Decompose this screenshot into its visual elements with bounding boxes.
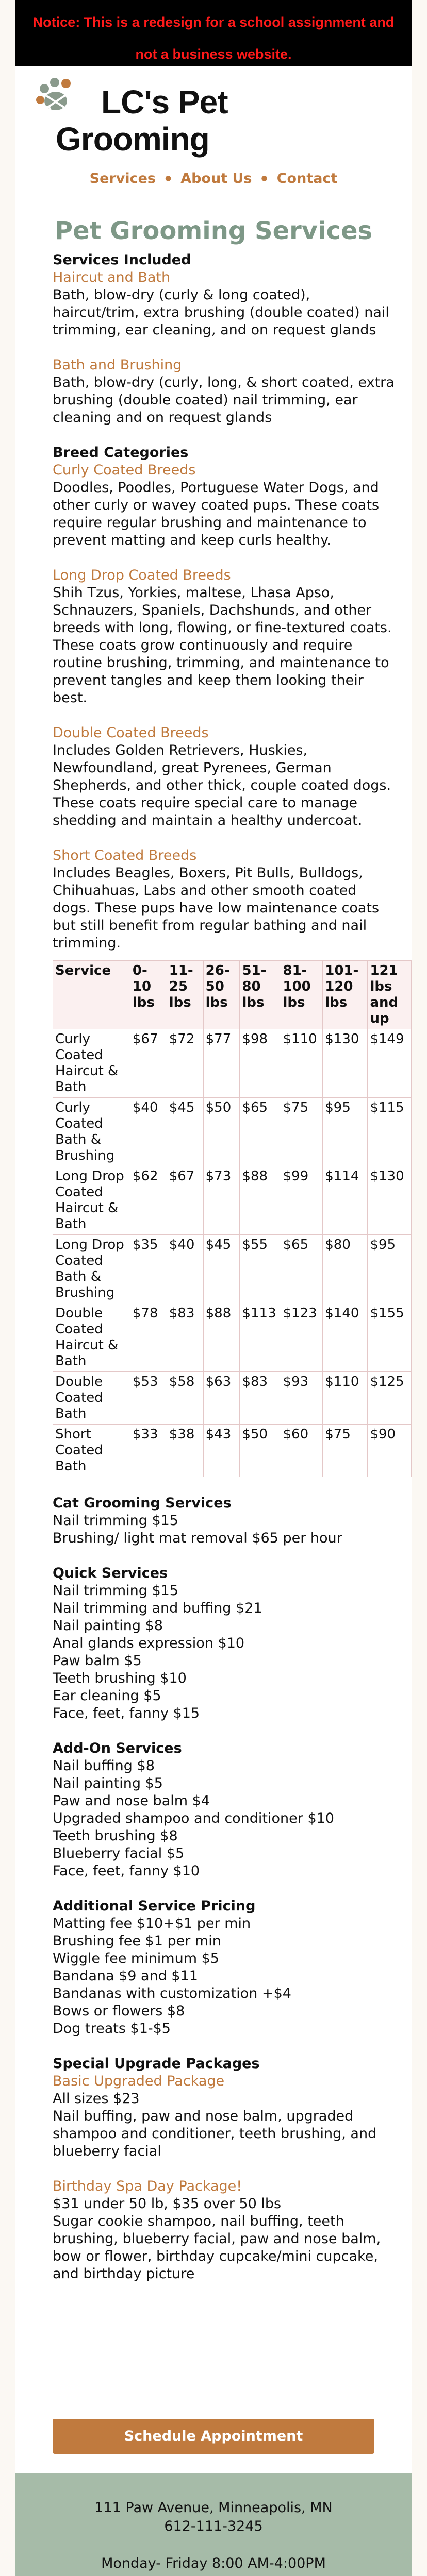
price-line: Paw and nose balm $4 bbox=[53, 1793, 210, 1809]
package-line: Nail buffing, paw and nose balm, upgraded shampoo and conditioner, teeth brushing, and blueberry facial bbox=[53, 2108, 377, 2159]
price-table-header: 0-10 lbs bbox=[130, 961, 167, 1029]
price-cell: $55 bbox=[240, 1235, 281, 1303]
nav-separator-dot: ● bbox=[261, 174, 268, 182]
quick-services-heading: Quick Services bbox=[53, 1565, 168, 1581]
price-service-cell: Curly Coated Bath & Brushing bbox=[53, 1098, 130, 1166]
breed-description: These coats grow continuously and require routine brushing, trimming, and maintenance to prevent tangles and keep them looking their best. bbox=[53, 637, 389, 706]
price-table-header: 121 lbs and up bbox=[368, 961, 412, 1029]
price-cell: $50 bbox=[240, 1425, 281, 1477]
price-line: Wiggle fee minimum $5 bbox=[53, 1951, 219, 1967]
price-cell: $125 bbox=[368, 1372, 412, 1425]
price-cell: $130 bbox=[323, 1029, 368, 1098]
price-cell: $58 bbox=[167, 1372, 203, 1425]
price-line: Bandanas with customization +$4 bbox=[53, 1986, 291, 2002]
price-cell: $83 bbox=[240, 1372, 281, 1425]
price-line: Face, feet, fanny $10 bbox=[53, 1863, 200, 1879]
brand-header bbox=[15, 66, 412, 164]
price-line: Ear cleaning $5 bbox=[53, 1688, 161, 1704]
package-name: Birthday Spa Day Package! bbox=[53, 2178, 242, 2194]
price-cell: $50 bbox=[203, 1098, 240, 1166]
price-cell: $123 bbox=[281, 1303, 323, 1372]
footer bbox=[15, 2473, 412, 2576]
price-cell: $93 bbox=[281, 1372, 323, 1425]
price-cell: $45 bbox=[203, 1235, 240, 1303]
add-on-services-heading: Add-On Services bbox=[53, 1740, 182, 1756]
nav-about-link[interactable]: About Us bbox=[180, 170, 252, 187]
price-cell: $45 bbox=[167, 1098, 203, 1166]
package-line: All sizes $23 bbox=[53, 2091, 140, 2107]
price-service-cell: Long Drop Coated Haircut & Bath bbox=[53, 1166, 130, 1235]
price-cell: $80 bbox=[323, 1235, 368, 1303]
price-cell: $63 bbox=[203, 1372, 240, 1425]
price-line: Teeth brushing $8 bbox=[53, 1828, 178, 1844]
price-service-cell: Double Coated Haircut & Bath bbox=[53, 1303, 130, 1372]
special-packages-heading: Special Upgrade Packages bbox=[53, 2056, 260, 2072]
additional-pricing-heading: Additional Service Pricing bbox=[53, 1898, 256, 1914]
content-card bbox=[15, 0, 412, 2576]
table-row bbox=[53, 1098, 412, 1166]
price-cell: $78 bbox=[130, 1303, 167, 1372]
price-line: Bows or flowers $8 bbox=[53, 2003, 185, 2019]
price-cell: $155 bbox=[368, 1303, 412, 1372]
table-row bbox=[53, 1235, 412, 1303]
price-cell: $40 bbox=[167, 1235, 203, 1303]
price-cell: $65 bbox=[240, 1098, 281, 1166]
price-line: Nail trimming $15 bbox=[53, 1513, 178, 1529]
nav-separator-dot: ● bbox=[165, 174, 172, 182]
price-cell: $33 bbox=[130, 1425, 167, 1477]
services-content bbox=[15, 251, 404, 2283]
schedule-appointment-button[interactable]: Schedule Appointment bbox=[53, 2419, 374, 2454]
footer-address-block bbox=[15, 2499, 412, 2536]
table-row bbox=[53, 1029, 412, 1098]
cat-grooming-heading: Cat Grooming Services bbox=[53, 1495, 232, 1511]
price-cell: $53 bbox=[130, 1372, 167, 1425]
brand-name[interactable] bbox=[56, 83, 228, 158]
price-line: Face, feet, fanny $15 bbox=[53, 1705, 200, 1721]
price-cell: $75 bbox=[323, 1425, 368, 1477]
service-description: Bath, blow-dry (curly & long coated), haircut/trim, extra brushing (double coated) nail trimming, ear cleaning, and on request glands bbox=[53, 287, 389, 338]
table-row bbox=[53, 1303, 412, 1372]
breed-description: Includes Beagles, Boxers, Pit Bulls, Bulldogs, Chihuahuas, Labs and other smooth coated dogs. These pups have low maintenance coats but still benefit from regular bathing and nail trimming. bbox=[53, 865, 380, 951]
price-table-header: Service bbox=[53, 961, 130, 1029]
price-cell: $95 bbox=[368, 1235, 412, 1303]
price-cell: $83 bbox=[167, 1303, 203, 1372]
price-cell: $40 bbox=[130, 1098, 167, 1166]
price-cell: $113 bbox=[240, 1303, 281, 1372]
price-line: Upgraded shampoo and conditioner $10 bbox=[53, 1810, 334, 1826]
price-line: Anal glands expression $10 bbox=[53, 1635, 245, 1651]
price-cell: $75 bbox=[281, 1098, 323, 1166]
price-cell: $77 bbox=[203, 1029, 240, 1098]
breed-description: Includes Golden Retrievers, Huskies, Newfoundland, great Pyrenees, German Shepherds, and other thick, couple coated dogs. These coats require special care to manage shedding and maintain a healthy undercoat. bbox=[53, 742, 391, 828]
price-table-header: 51-80 lbs bbox=[240, 961, 281, 1029]
price-cell: $43 bbox=[203, 1425, 240, 1477]
breed-description: Shih Tzus, Yorkies, maltese, Lhasa Apso, Schnauzers, Spaniels, Dachshunds, and other breeds with long, flowing, or fine-textured coats. bbox=[53, 585, 392, 636]
brand-line-1: LC's Pet bbox=[101, 83, 228, 121]
price-cell: $38 bbox=[167, 1425, 203, 1477]
price-service-cell: Double Coated Bath bbox=[53, 1372, 130, 1425]
price-line: Nail buffing $8 bbox=[53, 1758, 155, 1774]
breed-name: Curly Coated Breeds bbox=[53, 462, 196, 478]
price-table-header: 11-25 lbs bbox=[167, 961, 203, 1029]
price-line: Bandana $9 and $11 bbox=[53, 1968, 198, 1984]
price-line: Matting fee $10+$1 per min bbox=[53, 1916, 251, 1931]
price-service-cell: Curly Coated Haircut & Bath bbox=[53, 1029, 130, 1098]
notice-banner: Notice: This is a redesign for a school assignment and not a business website. bbox=[15, 0, 412, 66]
price-line: Paw balm $5 bbox=[53, 1653, 142, 1669]
price-line: Brushing/ light mat removal $65 per hour bbox=[53, 1530, 342, 1546]
service-description: Bath, blow-dry (curly, long, & short coated, extra brushing (double coated) nail trimming, ear cleaning and on request glands bbox=[53, 375, 395, 426]
price-cell: $115 bbox=[368, 1098, 412, 1166]
main-nav bbox=[15, 164, 412, 193]
price-line: Nail trimming $15 bbox=[53, 1583, 178, 1599]
price-service-cell: Short Coated Bath bbox=[53, 1425, 130, 1477]
price-service-cell: Long Drop Coated Bath & Brushing bbox=[53, 1235, 130, 1303]
price-table bbox=[53, 960, 412, 1477]
price-cell: $35 bbox=[130, 1235, 167, 1303]
nav-services-link[interactable]: Services bbox=[89, 170, 156, 187]
price-cell: $98 bbox=[240, 1029, 281, 1098]
service-name: Haircut and Bath bbox=[53, 269, 171, 285]
price-cell: $65 bbox=[281, 1235, 323, 1303]
nav-contact-link[interactable]: Contact bbox=[276, 170, 338, 187]
price-line: Blueberry facial $5 bbox=[53, 1845, 185, 1861]
services-included-heading: Services Included bbox=[53, 252, 191, 268]
price-line: Nail trimming and buffing $21 bbox=[53, 1600, 262, 1616]
price-cell: $130 bbox=[368, 1166, 412, 1235]
price-cell: $88 bbox=[240, 1166, 281, 1235]
price-cell: $140 bbox=[323, 1303, 368, 1372]
price-table-header: 101-120 lbs bbox=[323, 961, 368, 1029]
brand-line-2: Grooming bbox=[56, 121, 209, 158]
price-line: Dog treats $1-$5 bbox=[53, 2021, 171, 2037]
price-cell: $95 bbox=[323, 1098, 368, 1166]
price-line: Teeth brushing $10 bbox=[53, 1670, 187, 1686]
table-row bbox=[53, 1425, 412, 1477]
breed-categories-heading: Breed Categories bbox=[53, 445, 189, 461]
table-row bbox=[53, 1372, 412, 1425]
price-cell: $149 bbox=[368, 1029, 412, 1098]
footer-address: 111 Paw Avenue, Minneapolis, MN bbox=[94, 2500, 333, 2516]
price-cell: $90 bbox=[368, 1425, 412, 1477]
package-line: $31 under 50 lb, $35 over 50 lbs bbox=[53, 2196, 282, 2212]
package-line: Sugar cookie shampoo, nail buffing, teeth brushing, blueberry facial, paw and nose balm, bow or flower, birthday cupcake/mini cupcake, and birthday picture bbox=[53, 2213, 381, 2282]
price-cell: $114 bbox=[323, 1166, 368, 1235]
price-table-header: 26-50 lbs bbox=[203, 961, 240, 1029]
footer-phone[interactable]: 612-111-3245 bbox=[164, 2518, 263, 2534]
price-cell: $67 bbox=[130, 1029, 167, 1098]
price-cell: $72 bbox=[167, 1029, 203, 1098]
price-cell: $73 bbox=[203, 1166, 240, 1235]
price-table-header-row bbox=[53, 961, 412, 1029]
breed-description: Doodles, Poodles, Portuguese Water Dogs, and other curly or wavey coated pups. These coats require regular brushing and maintenance to prevent matting and keep curls healthy. bbox=[53, 480, 380, 548]
price-cell: $60 bbox=[281, 1425, 323, 1477]
cta-wrapper bbox=[53, 2419, 374, 2454]
price-line: Nail painting $5 bbox=[53, 1775, 163, 1791]
price-cell: $88 bbox=[203, 1303, 240, 1372]
service-name: Bath and Brushing bbox=[53, 357, 182, 373]
price-cell: $99 bbox=[281, 1166, 323, 1235]
breed-name: Double Coated Breeds bbox=[53, 725, 209, 741]
table-row bbox=[53, 1166, 412, 1235]
price-cell: $110 bbox=[281, 1029, 323, 1098]
footer-hours: Monday- Friday 8:00 AM-4:00PM bbox=[101, 2555, 326, 2571]
price-cell: $62 bbox=[130, 1166, 167, 1235]
price-cell: $110 bbox=[323, 1372, 368, 1425]
breed-name: Long Drop Coated Breeds bbox=[53, 567, 231, 583]
price-table-header: 81-100 lbs bbox=[281, 961, 323, 1029]
breed-name: Short Coated Breeds bbox=[53, 848, 197, 863]
package-name: Basic Upgraded Package bbox=[53, 2073, 225, 2089]
price-line: Brushing fee $1 per min bbox=[53, 1933, 221, 1949]
page-title: Pet Grooming Services bbox=[54, 216, 373, 245]
price-line: Nail painting $8 bbox=[53, 1618, 163, 1634]
price-cell: $67 bbox=[167, 1166, 203, 1235]
